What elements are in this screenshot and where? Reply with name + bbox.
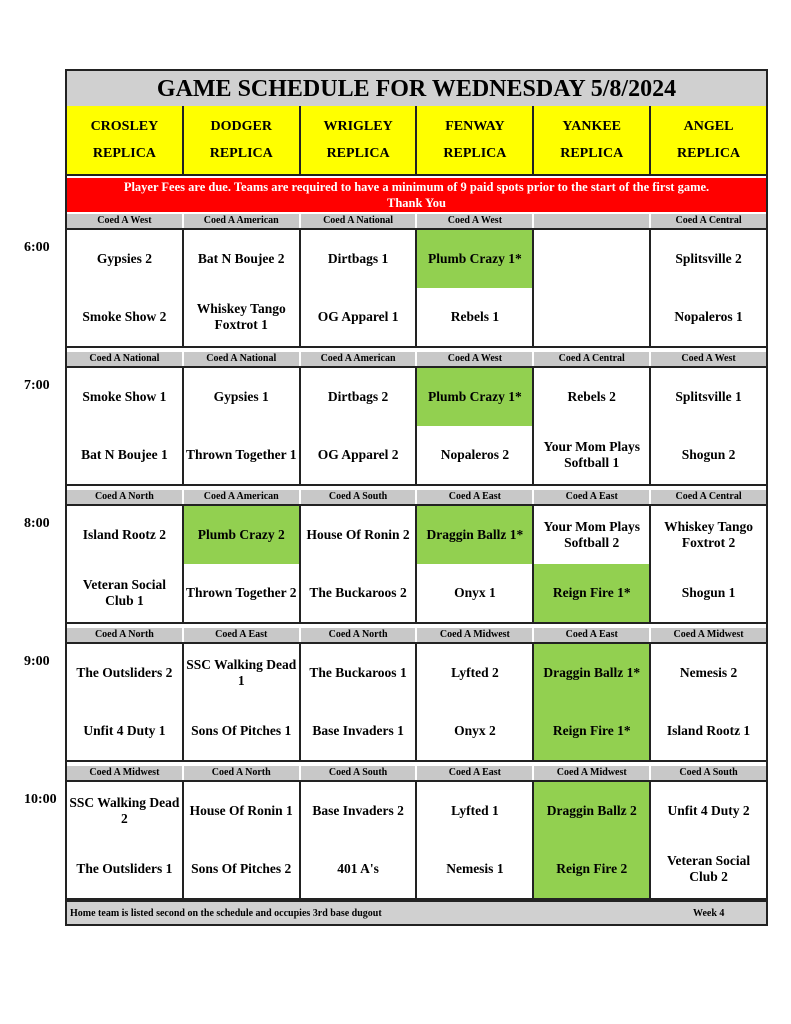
field-name: CROSLEY [90,119,159,134]
division-label: Coed A East [534,490,651,504]
away-team: Rebels 2 [567,389,616,404]
away-team: Gypsies 2 [96,251,152,266]
division-label: Coed A Midwest [534,766,651,780]
division-label: Coed A West [417,214,534,228]
game-cell [67,506,184,622]
field-header [651,106,766,176]
game-cell [417,506,534,622]
away-team: Bat N Boujee 2 [197,251,285,266]
away-team: Nemesis 2 [679,665,738,680]
time-slot-row [67,780,766,900]
away-team: Draggin Ballz 2 [534,782,649,840]
division-label: Coed A West [67,214,184,228]
time-label: 8:00 [24,516,50,531]
division-label: Coed A Midwest [67,766,184,780]
home-team: OG Apparel 1 [317,309,399,324]
field-name: ANGEL [683,119,734,134]
game-cell [301,230,418,346]
division-label: Coed A West [651,352,766,366]
home-team: Shogun 2 [681,447,736,462]
field-header [67,106,184,176]
time-label: 7:00 [24,378,50,393]
field-name: DODGER [210,119,272,134]
division-label: Coed A East [534,628,651,642]
game-cell [534,644,651,760]
game-cell [184,506,301,622]
game-cell [184,368,301,484]
away-team: Whiskey Tango Foxtrot 2 [664,519,754,550]
field-header [417,106,534,176]
game-cell [67,644,184,760]
time-slot-row [67,642,766,762]
home-team [534,288,649,346]
game-cell [67,368,184,484]
home-team: Your Mom Plays Softball 1 [543,439,640,470]
game-cell [301,368,418,484]
time-slot-row [67,366,766,486]
away-team: Draggin Ballz 1* [534,644,649,702]
field-header [301,106,418,176]
away-team: Dirtbags 1 [327,251,389,266]
field-name: WRIGLEY [323,119,393,134]
game-cell [184,782,301,898]
division-label: Coed A Central [534,352,651,366]
division-label: Coed A National [67,352,184,366]
division-label: Coed A North [67,628,184,642]
game-cell [534,368,651,484]
division-label: Coed A Central [651,490,766,504]
away-team: Island Rootz 2 [82,527,167,542]
home-team: Reign Fire 2 [534,840,649,898]
game-cell [651,782,766,898]
away-team: SSC Walking Dead 1 [186,657,297,688]
home-team: Rebels 1 [450,309,500,324]
home-team: OG Apparel 2 [317,447,399,462]
time-label: 10:00 [24,792,57,807]
time-slot-row [67,228,766,348]
away-team: Base Invaders 2 [312,803,404,818]
home-team: Whiskey Tango Foxtrot 1 [196,301,286,332]
field-header-row [67,106,766,176]
away-team [534,230,649,288]
home-team: The Buckaroos 2 [309,585,407,600]
time-label: 9:00 [24,654,50,669]
division-label: Coed A North [184,766,301,780]
footer-note: Home team is listed second on the schedule and occupies 3rd base dugout [70,907,382,919]
game-cell [651,506,766,622]
division-label: Coed A South [301,766,418,780]
home-team: Sons Of Pitches 2 [191,861,292,876]
game-cell [301,644,418,760]
division-label: Coed A American [184,490,301,504]
game-cell [417,230,534,346]
home-team: Thrown Together 2 [185,585,297,600]
game-cell [651,644,766,760]
field-sub: REPLICA [443,146,507,161]
fee-notice-thanks: Thank You [387,196,446,210]
fee-notice-banner [67,178,766,212]
division-label: Coed A Midwest [417,628,534,642]
away-team: Gypsies 1 [213,389,269,404]
home-team: Unfit 4 Duty 1 [83,723,166,738]
footer-bar [67,900,766,924]
game-cell [417,644,534,760]
game-cell [534,506,651,622]
field-sub: REPLICA [92,146,156,161]
home-team: 401 A's [337,861,379,876]
home-team: Reign Fire 1* [534,564,649,622]
division-label: Coed A National [301,214,418,228]
away-team: Lyfted 2 [451,665,499,680]
home-team: Sons Of Pitches 1 [191,723,292,738]
game-cell [534,230,651,346]
division-label: Coed A North [301,628,418,642]
game-cell [301,782,418,898]
home-team: Nemesis 1 [446,861,504,876]
away-team: House Of Ronin 1 [189,803,293,818]
division-label: Coed A Central [651,214,766,228]
game-cell [301,506,418,622]
home-team: Veteran Social Club 2 [666,853,751,884]
game-cell [184,644,301,760]
game-cell [417,782,534,898]
away-team: Draggin Ballz 1* [417,506,532,564]
field-header [184,106,301,176]
division-row [67,628,766,642]
page-title: GAME SCHEDULE FOR WEDNESDAY 5/8/2024 [67,71,766,108]
division-row [67,352,766,366]
away-team: The Outsliders 2 [76,665,173,680]
field-header [534,106,651,176]
field-name: FENWAY [445,119,505,134]
game-cell [67,782,184,898]
away-team: Plumb Crazy 1* [417,368,532,426]
game-cell [651,368,766,484]
game-cell [651,230,766,346]
division-label: Coed A South [301,490,418,504]
game-cell [184,230,301,346]
division-row [67,766,766,780]
away-team: Unfit 4 Duty 2 [667,803,750,818]
away-team: Your Mom Plays Softball 2 [543,519,640,550]
schedule-sheet [65,69,768,926]
field-sub: REPLICA [326,146,390,161]
home-team: The Outsliders 1 [76,861,173,876]
home-team: Shogun 1 [681,585,736,600]
away-team: Splitsville 1 [675,389,742,404]
home-team: Nopaleros 1 [674,309,743,324]
away-team: The Buckaroos 1 [309,665,407,680]
game-cell [417,368,534,484]
division-label [534,214,651,228]
away-team: Plumb Crazy 2 [184,506,299,564]
home-team: Bat N Boujee 1 [81,447,168,462]
away-team: SSC Walking Dead 2 [69,795,180,826]
fee-notice-text: Player Fees are due. Teams are required to have a minimum of 9 paid spots prior to the start of the first game. [123,180,710,194]
home-team: Reign Fire 1* [534,702,649,760]
time-label: 6:00 [24,240,50,255]
home-team: Base Invaders 1 [312,723,404,738]
home-team: Smoke Show 2 [82,309,167,324]
division-label: Coed A East [417,766,534,780]
field-sub: REPLICA [560,146,624,161]
division-row [67,214,766,228]
away-team: Splitsville 2 [675,251,742,266]
home-team: Nopaleros 2 [440,447,510,462]
division-label: Coed A American [301,352,418,366]
division-label: Coed A American [184,214,301,228]
division-row [67,490,766,504]
division-label: Coed A South [651,766,766,780]
division-label: Coed A National [184,352,301,366]
home-team: Onyx 1 [454,585,496,600]
away-team: Smoke Show 1 [82,389,167,404]
away-team: House Of Ronin 2 [306,527,410,542]
division-label: Coed A North [67,490,184,504]
field-sub: REPLICA [209,146,273,161]
home-team: Onyx 2 [454,723,496,738]
away-team: Dirtbags 2 [327,389,389,404]
game-cell [534,782,651,898]
week-label: Week 4 [693,907,725,919]
home-team: Veteran Social Club 1 [82,577,166,608]
home-team: Thrown Together 1 [185,447,297,462]
away-team: Lyfted 1 [451,803,499,818]
division-label: Coed A East [417,490,534,504]
division-label: Coed A Midwest [651,628,766,642]
division-label: Coed A West [417,352,534,366]
division-label: Coed A East [184,628,301,642]
field-name: YANKEE [562,119,622,134]
field-sub: REPLICA [677,146,741,161]
away-team: Plumb Crazy 1* [417,230,532,288]
game-cell [67,230,184,346]
time-slot-row [67,504,766,624]
home-team: Island Rootz 1 [666,723,751,738]
